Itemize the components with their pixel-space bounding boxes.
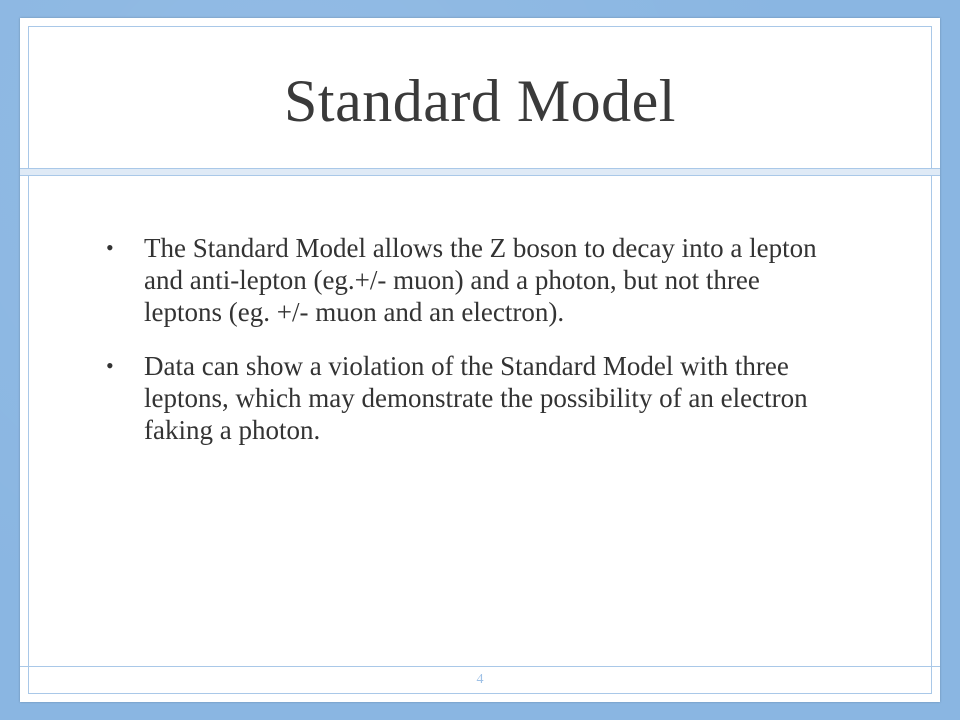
bullet-text: Data can show a violation of the Standard Model with three leptons, which may demonstrate the possibility of an electron faking a photon. (144, 351, 808, 445)
bullet-item (104, 350, 844, 446)
slide-title: Standard Model (284, 68, 676, 134)
bullet-text: The Standard Model allows the Z boson to decay into a lepton and anti-lepton (eg.+/- muon) and a photon, but not three leptons (eg. +/- muon and an electron). (144, 233, 817, 327)
content-area (104, 232, 844, 468)
title-area (29, 27, 931, 175)
page-number: 4 (476, 672, 484, 687)
slide (20, 18, 940, 702)
bullet-icon: • (106, 353, 114, 378)
bullet-item (104, 232, 844, 328)
bullet-icon: • (106, 235, 114, 260)
footer-divider (20, 666, 940, 667)
bullet-list (104, 232, 844, 446)
title-divider (20, 168, 940, 176)
